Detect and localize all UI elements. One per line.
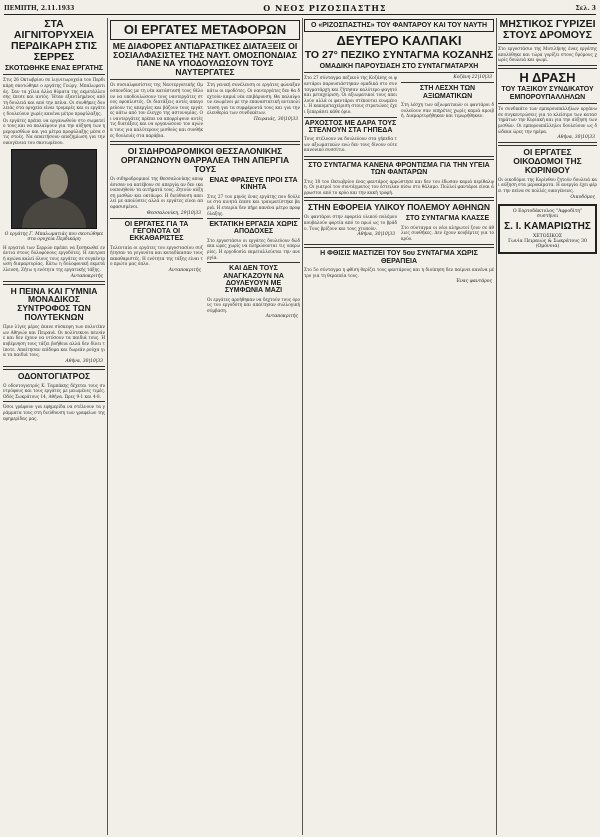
headline: ΕΚΤΑΤΙΚΗ ΕΡΓΑΣΙΑ ΧΩΡΙΣ ΑΠΟΔΟΧΕΣ <box>209 221 298 236</box>
divider <box>304 244 494 248</box>
article-text: Στο σύνταγμα οι νέοι κληρωτοί ζουν σε άθλιες συνθήκες. Δεν έχουν κουβέρτες για το κρύο. <box>401 224 494 241</box>
divider <box>304 197 494 201</box>
article-signature: Θεσσαλονίκη, 29|10|33 <box>146 210 201 216</box>
article-text: Στο 27 σύνταγμα πεζικού της Κοζάνης οι φαντάροι παρουσιάστηκαν ομαδικά στο συνταγματάρχη και ζήτησαν καλύτερο φαγητό και μεταχείριση. Οι αξιωματικοί τους απειλούν αλλά οι φαντάροι στέκονται ενωμένοι. Η κακομεταχείριση στους στρατώνες έχει ξεπεράσει κάθε όριο. <box>304 75 397 114</box>
column-divider <box>107 18 108 835</box>
headline: Η ΦΘΙΣΙΣ ΜΑΣΤΙΖΕΙ ΤΟΥ 5ου ΣΥΝΤΑΓΜΑ ΧΩΡΙΣ ΘΕΡΑΠΕΙΑ <box>320 250 478 265</box>
subheadline: ΜΕ ΔΙΑΦΟΡΕΣ ΑΝΤΙΔΡΑΣΤΙΚΕΣ ΔΙΑΤΑΞΕΙΣ ΟΙ ΣΟΣΙΑΛΦΑΣΙΣΤΕΣ ΤΗΣ ΝΑΥΤ. ΟΜΟΣΠΟΝΔΙΑΣ ΠΑΝΕ ΝΑ ΥΠΟΔΟΥΛΩΣΟΥΝ ΤΟΥΣ ΝΑΥΤΕΡΓΑΤΕΣ <box>112 40 298 78</box>
column-2 <box>110 18 300 835</box>
headline: ΜΗΣΤΙΚΟΣ ΓΥΡΙΖΕΙ ΣΤΟΥΣ ΔΡΟΜΟΥΣ <box>499 18 596 42</box>
divider <box>304 72 494 73</box>
article-text: Οι εργάτες πρέπει να οργανωθούν στο σωματείο τους και να παλαίψουν για την αύξηση των ημερομισθίων και για μέτρα προφύλαξης μέσα στις στοές. Να απαιτήσουν αποζημίωση για την οικογένεια του σκοτωμένου. <box>3 117 105 145</box>
article-text: Οι εργάτες αρνήθηκαν να δεχτούν τους όρους του εργοδότη και απαίτησαν συλλογική σύμβαση. <box>207 296 300 313</box>
article-text: Οι σιδηροδρομικοί της Θεσσαλονίκης αποφάσισαν να κατέβουν σε απεργία αν δεν ικανοποιηθούν τα αιτήματά τους. Ζητούν αύξηση μισθών και οκτάωρο. Η διεύθυνση απειλεί με απολύσεις αλλά οι εργάτες είναι αποφασισμένοι. <box>110 176 204 209</box>
divider <box>498 43 597 44</box>
article-text: Στη λέσχη των αξιωματικών οι φαντάροι δουλεύουν σαν υπηρέτες χωρίς καμιά αμοιβή. Διαμαρτυρήθηκαν και τιμωρήθηκαν. <box>401 102 494 119</box>
article-text: Ο οδοντογιατρός Κ. Ταμπάκης δέχεται τους συντρόφους και τους εργάτες με μειωμένες τιμές. Οδός Σωκράτους 14, Αθήνα. Ώρες 9-1 και 4-8. <box>3 382 105 399</box>
divider <box>110 218 203 219</box>
article-body <box>110 82 300 139</box>
headline: ΣΤΟ ΣΥΝΤΑΓΜΑ ΚΛΑΣΣΕ <box>405 215 490 223</box>
headline: Η ΠΕΙΝΑ ΚΑΙ ΓΥΜΝΙΑ ΜΟΝΑΔΙΚΟΣ ΣΥΝΤΡΟΦΟΣ ΤΩΝ ΠΟΛΥΤΕΚΝΩΝ <box>10 285 98 323</box>
divider <box>110 141 300 145</box>
portrait-face <box>40 164 68 198</box>
section-banner: Ο «ΡΙΖΟΣΠΑΣΤΗΣ» ΤΟΥ ΦΑΝΤΑΡΟΥ ΚΑΙ ΤΟΥ ΝΑΥΤΗ <box>304 19 494 32</box>
headline: Η ΔΡΑΣΗ <box>519 69 576 85</box>
worker-portrait-photo <box>11 149 97 229</box>
article-text: Οι σοσιαλφασίστες της Ναυτεργατικής Ομοσπονδίας με τη νέα κατάστασή τους θέλουν να υποδουλώσουν τους ναυτεργάτες στους εφοπλιστές. Οι διατάξεις αυτές απαγορεύουν τις απεργίες και βάζουν τους εργάτες κάτω από τον έλεγχο της αστυνομίας. Οι ναυτεργάτες πρέπει να απορρίψουν αυτές τις διατάξεις και να οργανώσουν τον αγώνα τους για καλύτερους μισθούς και συνθήκες δουλειάς στα καράβια. <box>110 82 203 138</box>
subheadline: ΤΟΥ ΤΑΞΙΚΟΥ ΣΥΝΔΙΚΑΤΟΥ ΕΜΠΟΡΟΥΠΑΛΛΗΛΩΝ <box>501 86 594 101</box>
article-text: Η εργατιά των Σερρών πρέπει να ξεσηκωθεί ενάντια στους δολοφόνους εργοδότες. Η επιτροπή αγώνα καλεί όλους τους εργάτες σε συγκέντρωση διαμαρτυρίας. Κάτω η δολοφονική εκμετάλλευση. Ζήτω η ενότητα της εργατικής τάξης. <box>3 244 105 272</box>
headline: ΣΤΑ ΑΙΓΝΙΤΟΡΥΧΕΙΑ ΠΕΡΔΙΚΑΡΗ ΣΤΙΣ ΣΕΡΡΕΣ <box>11 18 97 64</box>
main-headline: ΟΙ ΕΡΓΑΤΕΣ ΜΕΤΑΦΟΡΩΝ <box>110 20 300 40</box>
headline: ΔΕΥΤΕΡΟ ΚΑΛΠΑΚΙ <box>336 33 462 49</box>
headline: ΣΤΗ ΛΕΣΧΗ ΤΩΝ ΑΞΙΩΜΑΤΙΚΩΝ <box>419 85 476 100</box>
column-divider <box>496 18 497 835</box>
article-signature: Ένας φαντάρος <box>455 279 492 285</box>
subheadline: ΤΟ 27° ΠΕΖΙΚΟ ΣΥΝΤΑΓΜΑ ΚΟΖΑΝΗΣ <box>304 48 494 61</box>
masthead <box>4 2 596 15</box>
headline: ΟΙ ΕΡΓΑΤΕΣ ΟΙΚΟΔΟΜΟΙ ΤΗΣ ΚΟΡΙΝΘΟΥ <box>513 147 582 175</box>
article-text: Το συνδικάτο των εμπορουπαλλήλων οργάνωσε συγκεντρώσεις για το κλείσιμο των καταστημάτων την Κυριακή και για την αύξηση των μισθών. Οι εμπορουπάλληλοι δουλεύουν ως δώδεκα ώρες την ημέρα. <box>498 106 597 134</box>
headline: ΑΡΧΟΣΤΟΣ ΜΕ ΔΑΡΑ ΤΟΥΣ ΣΤΕΛΝΟΥΝ ΣΤΑ ΓΗΠΕΔΑ <box>304 119 397 134</box>
divider <box>3 74 105 75</box>
divider <box>3 401 105 402</box>
divider <box>207 218 300 219</box>
article-body <box>304 75 494 154</box>
article-text: Στο 5ο σύνταγμα η φθίση θερίζει τους φαντάρους και η διοίκηση δεν παίρνει κανένα μέτρο για τη θεραπεία τους. <box>304 267 494 278</box>
article-signature: Ανταποκριτής <box>168 268 201 273</box>
ad-name: Σ. Ι. ΚΑΜΑΡΙΩΤΗΣ <box>504 220 591 232</box>
article-text: Στο εργοστάσιο της Μυτιλήνης ένας εργάτης απολύθηκε και τώρα γυρίζει στους δρόμους χωρίς δουλειά και ψωμί. <box>498 46 597 63</box>
portrait-body <box>22 198 86 229</box>
advertisement-box <box>498 204 597 254</box>
issue-date: ΠΕΜΠΤΗ, 2.11.1933 <box>4 4 75 12</box>
column-1 <box>3 18 105 835</box>
column-4 <box>498 18 597 835</box>
article-body <box>304 214 494 242</box>
headline: ΕΝΑΣ ΦΡΑΣΕΥΕ ΠΡΟΙ ΣΤΑ ΚΙΝΗΤΑ <box>209 177 298 192</box>
ad-tagline: Ο Εορτοδάκτυλος "Αφροδίτη" συστήνει <box>512 208 583 219</box>
subheadline: ΣΚΟΤΩΘΗΚΕ ΕΝΑΣ ΕΡΓΑΤΗΣ <box>4 65 104 73</box>
article-text: Στη γενική συνέλευση οι εργάτες φώναξαν κάτω οι προδότες. Οι ναυτεργάτες δεν θα δεχτούν καμιά νέα επιβάρυνση. Θα παλαίψουν ενωμένοι με την επαναστατική αντιπολίτευση για τα συμφέροντά τους και για την ελευθερία των συνδικάτων. <box>207 82 300 116</box>
divider <box>401 82 494 83</box>
article-text: Οι φαντάροι στην εφορεία υλικού πολέμου κουβαλούν φορτία από το πρωί ως το βράδυ. Τους βρίζουν και τους χτυπούν. <box>304 214 397 231</box>
article-signature: Ανταποκριτής <box>265 314 298 320</box>
headline: ΣΤΟ ΣΥΝΤΑΓΜΑ ΚΑΝΕΝΑ ΦΡΟΝΤΙΣΜΑ ΓΙΑ ΤΗΝ ΥΓΕΙΑ ΤΩΝ ΦΑΝΤΑΡΩΝ <box>308 161 490 177</box>
column-3 <box>304 18 494 835</box>
headline: ΣΤΗΝ ΕΦΟΡΕΙΑ ΥΛΙΚΟΥ ΠΟΛΕΜΟΥ ΑΘΗΝΩΝ <box>307 202 491 213</box>
headline: ΚΑΙ ΔΕΝ ΤΟΥΣ ΑΝΑΓΚΑΖΟΥΝ ΝΑ ΔΟΥΛΕΥΟΥΝ ΜΕ ΣΥΜΦΩΝΙΑ ΜΑΖΙ <box>223 265 284 295</box>
article-text: Πριν λίγες μέρες έκανε σύσκεψη των πολυτέκνων Αθηνών και Πειραιά. Οι πολύτεκνοι πεινάνε και δεν έχουν να ντύσουν τα παιδιά τους. Η κυβέρνηση τους τάζει βοήθεια αλλά δεν δίνει τίποτε. Απαίτησαν επίδομα και δωρεάν ρούχα για τα παιδιά τους. <box>3 324 105 358</box>
divider <box>304 117 397 118</box>
divider <box>110 79 300 80</box>
divider <box>498 142 597 146</box>
article-signature: Ανταποκριτής <box>70 273 103 279</box>
notice-text: Όσοι γράφουν για εφημερίδα να στέλνουν τα γράμματα τους στη διεύθυνση των γραφείων της εφημερίδας μας. <box>3 404 105 421</box>
ad-address: Γωνία Πειραιώς & Σωκράτους 30 (Ομόνοια) <box>508 238 587 249</box>
article-text: Οι οικοδόμοι της Κορίνθου ζητούν δουλειά και αύξηση στα μεροκάματα. Η ανεργία έχει φέρει την πείνα σε πολλές οικογένειες. <box>498 176 597 194</box>
article-text: Στις 18 του Οκτωβρίου ένας φαντάρος αρρώστησε και δεν του έδωσαν καμιά περίθαλψη. Οι γιατροί του συντάγματος τον έστειλαν πίσω στο θάλαμο. Πολλοί φαντάροι είναι άρρωστοι από το κρύο και την κακή τροφή. <box>304 178 494 195</box>
article-signature: Πειραιάς, 30|10|33 <box>253 116 298 122</box>
divider <box>304 156 494 160</box>
article-text: Τους στέλνουν να δουλεύουν στα γήπεδα των αξιωματικών ενώ δεν τους δίνουν ούτε κανονικό συσσίτιο. <box>304 136 397 153</box>
article-signature: Κοζάνη 22|10|33 <box>453 75 492 81</box>
subheadline: ΟΜΑΔΙΚΗ ΠΑΡΟΥΣΙΑΣΗ ΣΤΟ ΣΥΝΤΑΓΜΑΤΑΡΧΗ <box>319 63 479 70</box>
page-number: Σελ. 3 <box>575 4 596 12</box>
divider <box>3 281 105 285</box>
article-text: Στις 26 Οκτωβρίου σε λιγνιτωρυχεία του Περδικάρη σκοτώθηκε ο εργάτης Γεώργ. Μπαλωματιάς. Σαν τα χίλια άλλα θύματα της εκμετάλλευσης έπεσε και αυτός. Ήταν εξαντλημένος από τη δουλειά και από την πείνα. Οι συνθήκες δουλειάς στα ορυχεία είναι τρομερές και οι εργάτες δουλεύουν χωρίς κανένα μέτρο προφύλαξης. <box>3 77 105 116</box>
article-signature: Αθήνα, 30|10|33 <box>357 232 395 238</box>
headline: ΟΙ ΣΙΔΗΡΟΔΡΟΜΙΚΟΙ ΘΕΣΣΑΛΟΝΙΚΗΣ ΟΡΓΑΝΩΝΟΥΝ ΘΑΡΡΑΛΕΑ ΤΗΝ ΑΠΕΡΓΙΑ ΤΟΥΣ <box>120 146 290 175</box>
article-body <box>110 176 300 321</box>
divider <box>207 262 300 263</box>
headline: ΟΙ ΕΡΓΑΤΕΣ ΓΙΑ ΤΑ ΓΕΓΟΝΟΤΑ ΟΙ ΕΚΚΑΘΑΡΙΣΤΕΣ <box>124 220 189 243</box>
article-text: Στις 27 του μηνός ένας εργάτης που δούλευε στα κινητά έπεσε και τραυματίστηκε βαριά. Η εταιρία δεν πήρε κανένα μέτρο προφύλαξης. <box>207 193 300 216</box>
paper-title: Ο ΝΕΟΣ ΡΙΖΟΣΠΑΣΤΗΣ <box>263 3 387 13</box>
ad-profession: ΧΕΤΟΣΙΚΟΣ <box>533 233 562 239</box>
divider <box>498 65 597 69</box>
photo-caption: Ο εργάτης Γ. Μπαλωματιάς που σκοτώθηκε στα ορυχεία Περδικάρη <box>4 231 104 242</box>
article-signature: Οικοδόμος <box>570 194 595 200</box>
divider <box>498 103 597 104</box>
column-divider <box>302 18 303 835</box>
headline: ΟΔΟΝΤΟΓΙΑΤΡΟΣ <box>17 370 91 381</box>
article-signature: Αθήνα, 30|10|33 <box>557 135 595 141</box>
divider <box>3 366 105 370</box>
article-text: Τελευταία οι εργάτες του εργοστασίου συζήτησαν τα γεγονότα και καταδίκασαν τους εκκαθαριστές. Η ενότητα της τάξης είναι το πρώτο μας όπλο. <box>110 244 203 267</box>
article-signature: Αθήνα, 30|10|33 <box>65 358 103 364</box>
article-text: Στο εργοστάσιο οι εργάτες δουλεύουν δώδεκα ώρες χωρίς να πληρώνονται τις υπερωρίες. Η εργοδοσία εκμεταλλεύεται την ανεργία. <box>207 237 300 260</box>
